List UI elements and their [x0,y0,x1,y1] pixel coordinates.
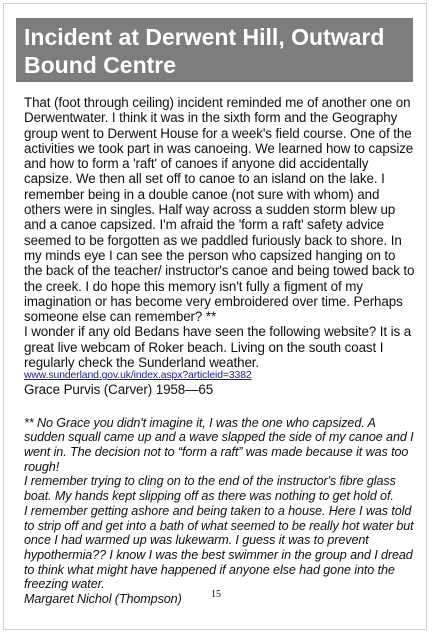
sunderland-webcam-link[interactable]: www.sunderland.gov.uk/index.aspx?articleid=3382 [24,370,252,382]
page-number: 15 [211,589,221,600]
article-title: Incident at Derwent Hill, Outward Bound Centre [16,18,413,82]
paragraph-webcam: I wonder if any old Bedans have seen the following website? It is a great live webcam of Roker beach. Living on the south coast I regularly check the Sunderland weather. [24,324,412,371]
reply-paragraph: ** No Grace you didn't imagine it, I was the one who capsized. A sudden squall came up and a wave slapped the side of my canoe and I went in. The decision not to “form a raft” was made because it was too rough! I remember trying to cling on to the end of the instructor's fibre glass boat. My hands kept slipping off as there was nothing to get hold of. I remember getting ashore and being taken to a house. Here I was told to strip off and get into a bath of what seemed to be really hot water but once I had warmed up was lukewarm. I guess it was to prevent hypothermia?? I know I was the best swimmer in the group and I dread to think what might have happened if anyone else had gone into the freezing water. [24,415,414,592]
signature-margaret: Margaret Nichol (Thompson) [24,592,182,607]
paragraph-capsize-memory: That (foot through ceiling) incident reminded me of another one on Derwentwater. I think it was in the sixth form and the Geography group went to Derwent House for a week's field course. One of the activities we took part in was canoeing. We learned how to capsize and how to form a 'raft' of canoes if anyone did accidentally capsize. We then all set off to canoe to an island on the lake. I remember being in a double canoe (not sure with whom) and others were in singles. Half way across a sudden storm blew up and a canoe capsized. I'm afraid the 'form a raft' safety advice seemed to be forgotten as we paddled furiously back to shore. In my minds eye I can see the person who capsized hanging on to the back of the teacher/ instructor's canoe and being towed back to the creek. I do hope this memory isn't fully a figment of my imagination or has become very embroidered over time. Perhaps someone else can remember? ** [24,95,415,325]
signature-grace: Grace Purvis (Carver) 1958—65 [24,382,214,398]
article-body [24,95,416,607]
